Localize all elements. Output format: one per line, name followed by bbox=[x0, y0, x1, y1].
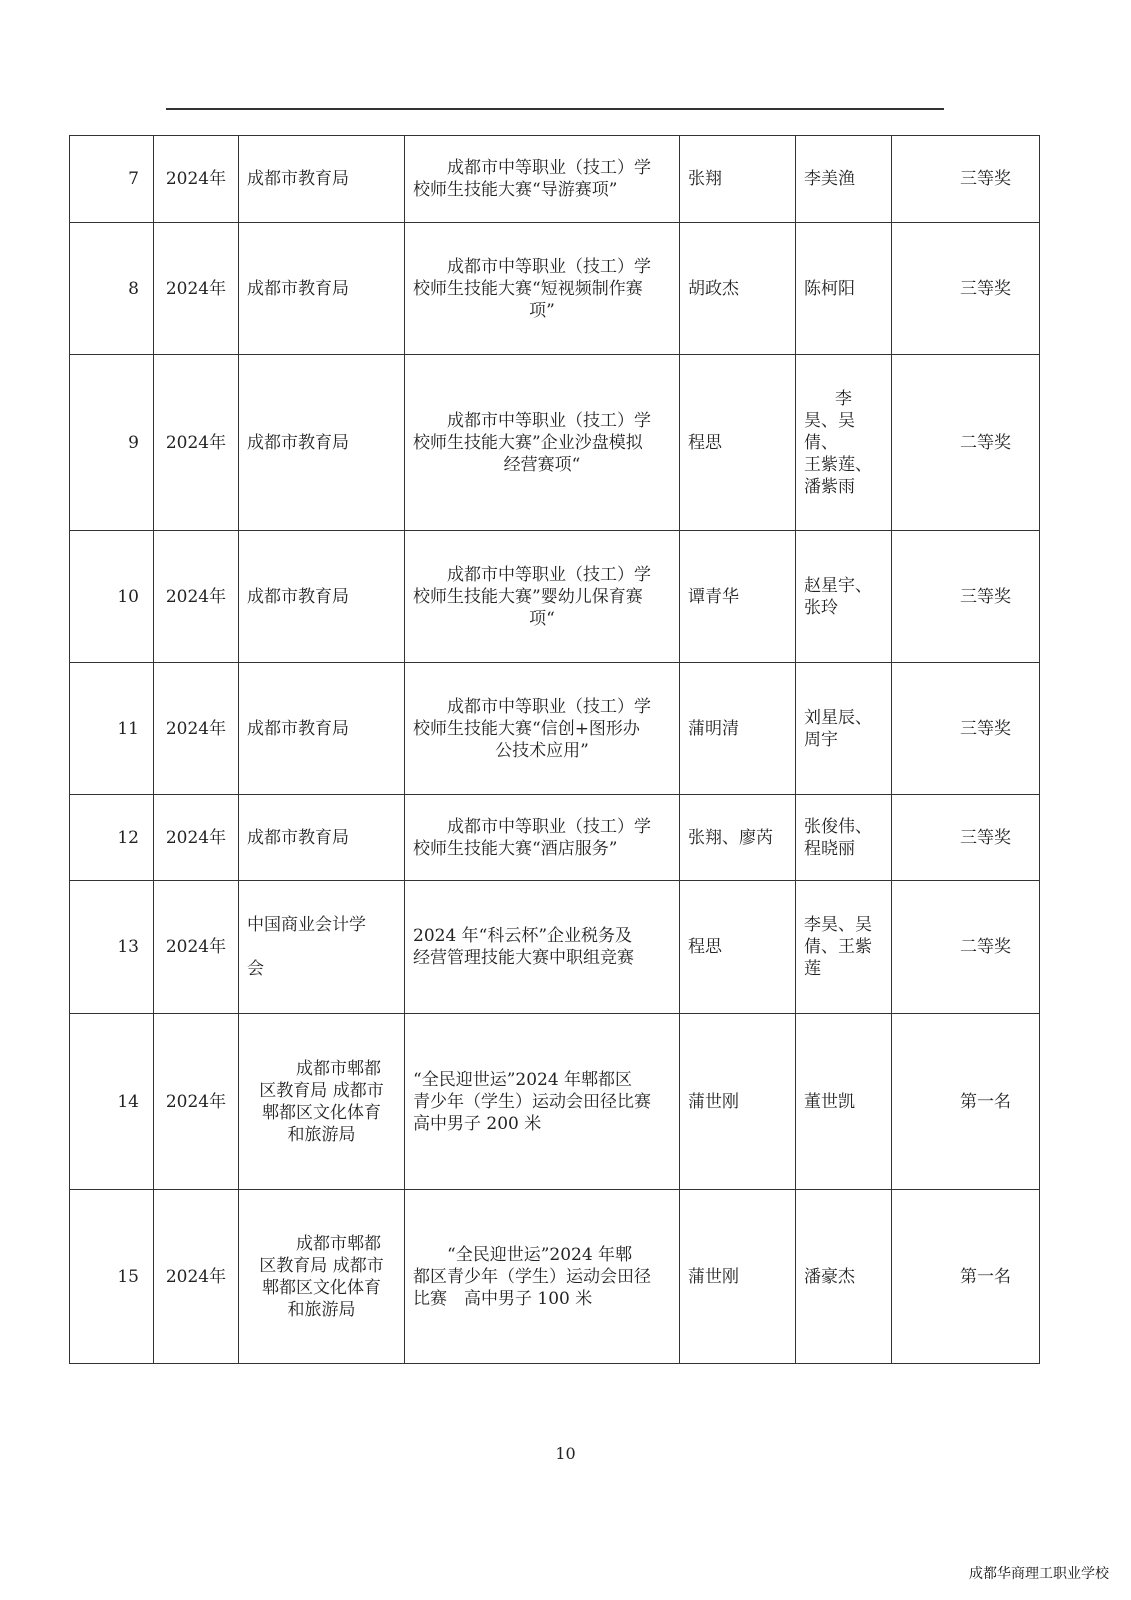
cell-line: 成都市教育局 bbox=[247, 586, 349, 607]
cell-line: 倩、王紫 bbox=[804, 937, 872, 957]
cell-line: 成都市教育局 bbox=[247, 718, 349, 739]
cell-line: 2024 年“科云杯”企业税务及 bbox=[413, 926, 633, 946]
cell-line: 王紫莲、 bbox=[804, 454, 872, 475]
cell-line: 成都市郫都 bbox=[296, 1233, 381, 1254]
cell-line: 经营赛项“ bbox=[503, 454, 581, 475]
cell-line: 张玲 bbox=[804, 597, 838, 618]
cell-line: 会 bbox=[247, 959, 264, 979]
cell-line: 莲 bbox=[804, 959, 821, 979]
table-row bbox=[70, 223, 1040, 355]
cell-students bbox=[796, 663, 892, 795]
cell-line: 潘豪杰 bbox=[804, 1266, 855, 1287]
cell-line: 陈柯阳 bbox=[804, 278, 855, 299]
cell-award: 二等奖 bbox=[892, 881, 1040, 1014]
cell-line: 青少年（学生）运动会田径比赛 bbox=[413, 1091, 651, 1112]
cell-line: 成都市教育局 bbox=[247, 432, 349, 453]
footer-school-name: 成都华商理工职业学校 bbox=[969, 1566, 1109, 1582]
cell-students bbox=[796, 223, 892, 355]
cell-number: 11 bbox=[70, 663, 154, 795]
cell-line: 项“ bbox=[529, 608, 555, 629]
table-row bbox=[70, 355, 1040, 531]
table-row bbox=[70, 1014, 1040, 1190]
cell-line: “全民迎世运”2024 年郫 bbox=[447, 1244, 633, 1265]
cell-teacher: 胡政杰 bbox=[680, 223, 796, 355]
cell-line: 校师生技能大赛”婴幼儿保育赛 bbox=[413, 586, 643, 607]
cell-line: 李美渔 bbox=[804, 169, 855, 189]
cell-award: 三等奖 bbox=[892, 531, 1040, 663]
cell-line: 李 bbox=[835, 388, 852, 409]
cell-organizer bbox=[239, 531, 405, 663]
cell-event bbox=[405, 881, 680, 1014]
cell-teacher: 蒲世刚 bbox=[680, 1014, 796, 1190]
cell-organizer bbox=[239, 663, 405, 795]
cell-line: 周宇 bbox=[804, 729, 838, 750]
cell-students bbox=[796, 1014, 892, 1190]
cell-organizer bbox=[239, 223, 405, 355]
cell-year: 2024年 bbox=[154, 1190, 239, 1364]
cell-number: 15 bbox=[70, 1190, 154, 1364]
cell-event bbox=[405, 223, 680, 355]
cell-year: 2024年 bbox=[154, 355, 239, 531]
cell-line: 赵星宇、 bbox=[804, 575, 872, 596]
cell-award: 三等奖 bbox=[892, 795, 1040, 881]
cell-teacher: 蒲世刚 bbox=[680, 1190, 796, 1364]
cell-line: 成都市中等职业（技工）学 bbox=[447, 410, 651, 431]
table-row bbox=[70, 531, 1040, 663]
cell-line: 区教育局 成都市 bbox=[259, 1080, 384, 1101]
cell-line: 成都市郫都 bbox=[296, 1058, 381, 1079]
cell-award: 二等奖 bbox=[892, 355, 1040, 531]
cell-line: 成都市教育局 bbox=[247, 827, 349, 848]
table-row bbox=[70, 136, 1040, 223]
cell-year: 2024年 bbox=[154, 1014, 239, 1190]
header-rule bbox=[166, 108, 944, 110]
cell-award: 第一名 bbox=[892, 1014, 1040, 1190]
cell-line: “全民迎世运”2024 年郫都区 bbox=[413, 1069, 633, 1090]
cell-students bbox=[796, 795, 892, 881]
page-number: 10 bbox=[555, 1444, 576, 1463]
cell-teacher: 张翔、廖芮 bbox=[680, 795, 796, 881]
table-row bbox=[70, 795, 1040, 881]
cell-line: 成都市中等职业（技工）学 bbox=[447, 158, 651, 178]
cell-students bbox=[796, 136, 892, 223]
cell-teacher: 蒲明清 bbox=[680, 663, 796, 795]
cell-line: 成都市教育局 bbox=[247, 169, 349, 189]
cell-year: 2024年 bbox=[154, 795, 239, 881]
cell-line: 成都市中等职业（技工）学 bbox=[447, 256, 651, 277]
table-row bbox=[70, 663, 1040, 795]
cell-line: 郫都区文化体育 bbox=[262, 1277, 381, 1298]
cell-line: 都区青少年（学生）运动会田径 bbox=[413, 1266, 651, 1287]
cell-number: 12 bbox=[70, 795, 154, 881]
cell-line: 潘紫雨 bbox=[804, 476, 855, 497]
cell-line: 公技术应用” bbox=[495, 740, 589, 761]
cell-award: 第一名 bbox=[892, 1190, 1040, 1364]
cell-line: 成都市中等职业（技工）学 bbox=[447, 696, 651, 717]
cell-line: 经营管理技能大赛中职组竞赛 bbox=[413, 948, 634, 968]
cell-line: 项” bbox=[529, 300, 555, 321]
cell-event bbox=[405, 1014, 680, 1190]
cell-organizer bbox=[239, 1190, 405, 1364]
cell-award: 三等奖 bbox=[892, 223, 1040, 355]
cell-teacher: 谭青华 bbox=[680, 531, 796, 663]
cell-line: 和旅游局 bbox=[287, 1299, 356, 1320]
cell-number: 14 bbox=[70, 1014, 154, 1190]
cell-line: 张俊伟、 bbox=[804, 816, 872, 837]
cell-event bbox=[405, 355, 680, 531]
cell-number: 7 bbox=[70, 136, 154, 223]
cell-number: 10 bbox=[70, 531, 154, 663]
cell-organizer bbox=[239, 136, 405, 223]
awards-table bbox=[69, 135, 1040, 1364]
cell-organizer bbox=[239, 1014, 405, 1190]
cell-students bbox=[796, 531, 892, 663]
cell-line: 李昊、吴 bbox=[804, 915, 872, 935]
cell-line: 成都市教育局 bbox=[247, 278, 349, 299]
cell-line: 郫都区文化体育 bbox=[262, 1102, 381, 1123]
cell-line: 校师生技能大赛“信创+图形办 bbox=[413, 718, 640, 739]
cell-line: 成都市中等职业（技工）学 bbox=[447, 564, 651, 585]
cell-line: 校师生技能大赛”企业沙盘模拟 bbox=[413, 432, 643, 453]
cell-line: 校师生技能大赛“短视频制作赛 bbox=[413, 278, 643, 299]
cell-line: 校师生技能大赛“导游赛项” bbox=[413, 180, 618, 200]
cell-teacher: 张翔 bbox=[680, 136, 796, 223]
cell-line: 比赛 高中男子 100 米 bbox=[413, 1288, 593, 1309]
cell-event bbox=[405, 531, 680, 663]
cell-line: 昊、吴倩、 bbox=[804, 410, 855, 453]
cell-year: 2024年 bbox=[154, 531, 239, 663]
cell-line: 高中男子 200 米 bbox=[413, 1113, 542, 1134]
table-row bbox=[70, 881, 1040, 1014]
cell-number: 9 bbox=[70, 355, 154, 531]
cell-number: 13 bbox=[70, 881, 154, 1014]
cell-organizer bbox=[239, 795, 405, 881]
cell-event bbox=[405, 663, 680, 795]
table-row bbox=[70, 1190, 1040, 1364]
cell-organizer bbox=[239, 355, 405, 531]
cell-students bbox=[796, 355, 892, 531]
cell-line: 程晓丽 bbox=[804, 838, 855, 859]
cell-line: 成都市中等职业（技工）学 bbox=[447, 816, 651, 837]
cell-students bbox=[796, 881, 892, 1014]
cell-year: 2024年 bbox=[154, 136, 239, 223]
cell-year: 2024年 bbox=[154, 223, 239, 355]
cell-line: 中国商业会计学 bbox=[247, 915, 366, 935]
cell-teacher: 程思 bbox=[680, 881, 796, 1014]
cell-line: 区教育局 成都市 bbox=[259, 1255, 384, 1276]
cell-line: 和旅游局 bbox=[287, 1124, 356, 1145]
cell-teacher: 程思 bbox=[680, 355, 796, 531]
cell-line: 校师生技能大赛“酒店服务” bbox=[413, 838, 618, 859]
cell-line: 董世凯 bbox=[804, 1091, 855, 1112]
cell-number: 8 bbox=[70, 223, 154, 355]
cell-year: 2024年 bbox=[154, 881, 239, 1014]
cell-event bbox=[405, 136, 680, 223]
cell-year: 2024年 bbox=[154, 663, 239, 795]
cell-award: 三等奖 bbox=[892, 663, 1040, 795]
cell-organizer bbox=[239, 881, 405, 1014]
cell-students bbox=[796, 1190, 892, 1364]
cell-line: 刘星辰、 bbox=[804, 707, 872, 728]
cell-event bbox=[405, 795, 680, 881]
cell-event bbox=[405, 1190, 680, 1364]
cell-award: 三等奖 bbox=[892, 136, 1040, 223]
